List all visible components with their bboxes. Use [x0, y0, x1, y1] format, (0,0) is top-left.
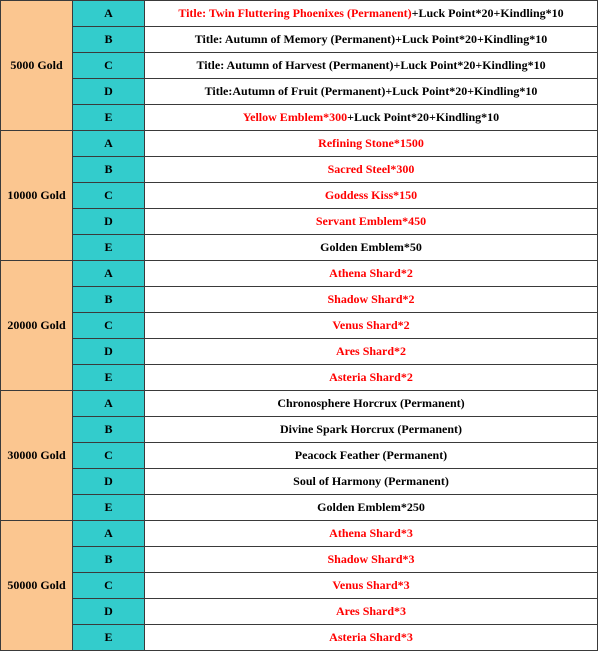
reward-cell [145, 417, 598, 443]
rewards-table-body [1, 1, 598, 651]
reward-cell [145, 131, 598, 157]
option-letter-cell: A [73, 131, 145, 157]
table-row [1, 131, 598, 157]
table-row [1, 105, 598, 131]
reward-cell [145, 469, 598, 495]
reward-cell [145, 105, 598, 131]
option-letter-cell: E [73, 365, 145, 391]
option-letter-cell: C [73, 443, 145, 469]
reward-text: Title: Autumn of Memory (Permanent)+Luck Point*20+Kindling*10 [194, 32, 548, 46]
reward-cell [145, 157, 598, 183]
table-row [1, 521, 598, 547]
reward-text-highlight: Ares Shard*2 [335, 344, 407, 358]
reward-cell [145, 573, 598, 599]
table-row [1, 547, 598, 573]
reward-text: Chronosphere Horcrux (Permanent) [277, 396, 465, 410]
reward-text-highlight: Sacred Steel*300 [327, 162, 415, 176]
reward-text-highlight: Refining Stone*1500 [318, 136, 424, 150]
reward-cell [145, 495, 598, 521]
option-letter-cell: E [73, 495, 145, 521]
reward-text-highlight: Shadow Shard*3 [327, 552, 415, 566]
reward-text-highlight: Athena Shard*3 [329, 526, 413, 540]
reward-text: Title: Autumn of Harvest (Permanent)+Luck Point*20+Kindling*10 [196, 58, 546, 72]
option-letter-cell: E [73, 105, 145, 131]
option-letter-cell: D [73, 79, 145, 105]
reward-cell [145, 1, 598, 27]
reward-text: +Luck Point*20+Kindling*10 [411, 6, 564, 20]
reward-text-highlight: Shadow Shard*2 [327, 292, 415, 306]
table-row [1, 79, 598, 105]
reward-cell [145, 287, 598, 313]
option-letter-cell: B [73, 417, 145, 443]
table-row [1, 261, 598, 287]
reward-text: Peacock Feather (Permanent) [294, 448, 448, 462]
reward-text: +Luck Point*20+Kindling*10 [347, 110, 500, 124]
table-row [1, 209, 598, 235]
reward-cell [145, 27, 598, 53]
table-row [1, 573, 598, 599]
option-letter-cell: A [73, 521, 145, 547]
table-row [1, 469, 598, 495]
reward-text-highlight: Venus Shard*2 [332, 318, 410, 332]
option-letter-cell: A [73, 391, 145, 417]
tier-cost-cell: 30000 Gold [1, 391, 73, 521]
option-letter-cell: B [73, 287, 145, 313]
table-row [1, 495, 598, 521]
tier-cost-cell: 10000 Gold [1, 131, 73, 261]
reward-cell [145, 79, 598, 105]
table-row [1, 287, 598, 313]
reward-text: Divine Spark Horcrux (Permanent) [279, 422, 463, 436]
tier-cost-cell: 50000 Gold [1, 521, 73, 651]
reward-cell [145, 183, 598, 209]
reward-cell [145, 599, 598, 625]
option-letter-cell: C [73, 183, 145, 209]
reward-text-highlight: Asteria Shard*2 [329, 370, 413, 384]
reward-text: Soul of Harmony (Permanent) [293, 474, 449, 488]
option-letter-cell: B [73, 157, 145, 183]
reward-text-highlight: Goddess Kiss*150 [324, 188, 418, 202]
option-letter-cell: A [73, 261, 145, 287]
tier-cost-cell: 20000 Gold [1, 261, 73, 391]
reward-text-highlight: Venus Shard*3 [332, 578, 410, 592]
reward-cell [145, 391, 598, 417]
reward-cell [145, 625, 598, 651]
table-row [1, 157, 598, 183]
option-letter-cell: C [73, 573, 145, 599]
option-letter-cell: B [73, 27, 145, 53]
option-letter-cell: D [73, 339, 145, 365]
table-row [1, 443, 598, 469]
option-letter-cell: C [73, 313, 145, 339]
table-row [1, 313, 598, 339]
table-row [1, 599, 598, 625]
reward-text-highlight: Yellow Emblem*300 [242, 110, 348, 124]
reward-cell [145, 209, 598, 235]
reward-cell [145, 521, 598, 547]
option-letter-cell: E [73, 625, 145, 651]
reward-cell [145, 547, 598, 573]
option-letter-cell: D [73, 599, 145, 625]
table-row [1, 391, 598, 417]
reward-text-highlight: Title: Twin Fluttering Phoenixes (Permanent) [178, 6, 412, 20]
table-row [1, 365, 598, 391]
table-row [1, 27, 598, 53]
reward-text: Golden Emblem*250 [317, 500, 425, 514]
reward-cell [145, 261, 598, 287]
table-row [1, 339, 598, 365]
reward-text: Golden Emblem*50 [320, 240, 422, 254]
option-letter-cell: C [73, 53, 145, 79]
option-letter-cell: D [73, 209, 145, 235]
reward-cell [145, 443, 598, 469]
reward-cell [145, 365, 598, 391]
tier-cost-cell: 5000 Gold [1, 1, 73, 131]
reward-cell [145, 53, 598, 79]
reward-text-highlight: Servant Emblem*450 [315, 214, 427, 228]
option-letter-cell: E [73, 235, 145, 261]
option-letter-cell: A [73, 1, 145, 27]
reward-cell [145, 313, 598, 339]
table-row [1, 1, 598, 27]
table-row [1, 417, 598, 443]
reward-text-highlight: Asteria Shard*3 [329, 630, 413, 644]
option-letter-cell: B [73, 547, 145, 573]
table-row [1, 235, 598, 261]
reward-text: Title:Autumn of Fruit (Permanent)+Luck Point*20+Kindling*10 [204, 84, 538, 98]
table-row [1, 53, 598, 79]
table-row [1, 625, 598, 651]
table-row [1, 183, 598, 209]
reward-text-highlight: Athena Shard*2 [329, 266, 413, 280]
option-letter-cell: D [73, 469, 145, 495]
reward-cell [145, 235, 598, 261]
reward-cell [145, 339, 598, 365]
reward-text-highlight: Ares Shard*3 [335, 604, 407, 618]
